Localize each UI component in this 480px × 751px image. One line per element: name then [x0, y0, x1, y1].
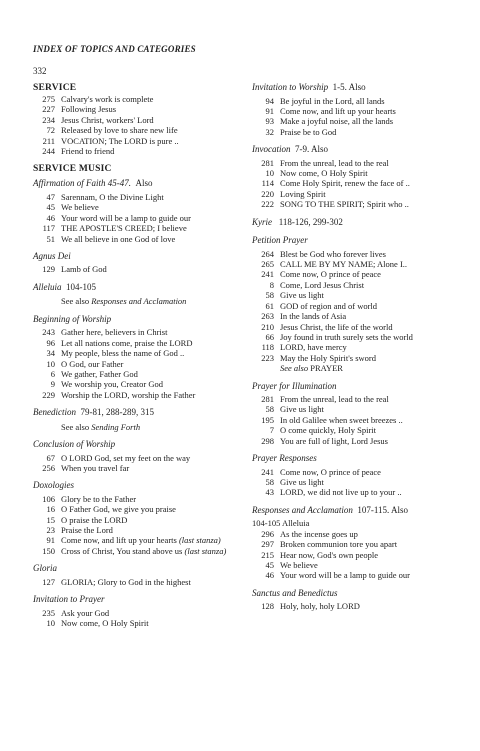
entry-number: 23 [46, 525, 55, 536]
index-entry [252, 322, 452, 332]
entry-title: Jesus Christ, workers' Lord [61, 114, 154, 125]
right-column [252, 82, 452, 619]
index-entry [252, 269, 452, 279]
entry-list [252, 394, 452, 446]
entry-number: 264 [261, 248, 274, 259]
entry-number: 129 [42, 264, 55, 275]
index-entry [33, 327, 248, 337]
index-entry [33, 115, 248, 125]
entry-title: Give us light [280, 290, 324, 301]
entry-number: 91 [46, 535, 55, 546]
responses-first-line: 104-105 Alleluia [252, 518, 310, 529]
entry-title: Broken communion tore you apart [280, 539, 398, 550]
index-entry [252, 199, 452, 209]
entry-number: 256 [42, 462, 55, 473]
entry-title: VOCATION; The LORD is pure .. [61, 135, 179, 146]
index-entry [252, 560, 452, 570]
entry-title: Gather here, believers in Christ [61, 327, 168, 338]
index-entry [33, 202, 248, 212]
entry-number: 93 [265, 116, 274, 127]
entry-number: 244 [42, 146, 55, 157]
entry-title: Your word will be a lamp to guide our [61, 212, 191, 223]
entry-list [252, 96, 452, 138]
entry-number: 263 [261, 311, 274, 322]
entry-title: O come quickly, Holy Spirit [280, 425, 377, 436]
entry-number: 241 [261, 466, 274, 477]
index-entry [33, 348, 248, 358]
entry-number: 281 [261, 157, 274, 168]
index-entry [252, 127, 452, 137]
entry-title: Make a joyful noise, all the lands [280, 116, 394, 127]
subsection-benediction [33, 407, 248, 432]
subsection-title: Alleluia 104-105 [33, 281, 96, 292]
index-entry [252, 467, 452, 477]
index-entry [252, 550, 452, 560]
entry-number: 211 [42, 135, 55, 146]
index-entry [252, 168, 452, 178]
index-entry [33, 453, 248, 463]
index-entry [33, 338, 248, 348]
subsection-kyrie [252, 217, 452, 229]
index-entry [252, 178, 452, 188]
index-entry [33, 618, 248, 628]
entry-number: 265 [261, 259, 274, 270]
entry-title: Calvary's work is complete [61, 94, 154, 104]
index-entry [33, 213, 248, 223]
entry-title: As the incense goes up [280, 528, 358, 539]
entry-list [33, 327, 248, 400]
entry-number: 10 [46, 618, 55, 629]
index-entry [252, 394, 452, 404]
entry-note: (last stanza) [184, 545, 227, 556]
index-entry [33, 525, 248, 535]
entry-title: We believe [280, 559, 318, 570]
entry-title: THE APOSTLE'S CREED; I believe [61, 223, 187, 234]
subsection-title: Conclusion of Worship [33, 439, 116, 450]
entry-title: O Father God, we give you praise [61, 504, 176, 515]
index-entry [33, 515, 248, 525]
entry-number: 243 [42, 327, 55, 338]
entry-number: 296 [261, 528, 274, 539]
entry-title: Ask your God [61, 607, 110, 618]
index-entry [33, 379, 248, 389]
entry-title: In the lands of Asia [280, 311, 347, 322]
see-also: See also PRAYER [280, 363, 343, 374]
index-entry [33, 136, 248, 146]
subsection-title: Responses and Acclamation 107-115. Also [252, 504, 408, 515]
entry-list [33, 453, 248, 474]
entry-number: 43 [265, 487, 274, 498]
entry-list [33, 264, 248, 274]
entry-title: Holy, holy, holy LORD [280, 601, 360, 612]
entry-title: Joy found in truth surely sets the world [280, 331, 413, 342]
subsection-responses [252, 505, 452, 581]
index-entry [33, 94, 248, 104]
index-entry [252, 106, 452, 116]
entry-number: 51 [46, 233, 55, 244]
see-also: See also Sending Forth [61, 421, 141, 432]
entry-title: Blest be God who forever lives [280, 248, 386, 259]
entry-title: We gather, Father God [61, 368, 138, 379]
subsection-beginning [33, 314, 248, 400]
entry-number: 46 [46, 212, 55, 223]
entry-list [252, 529, 452, 581]
subsection-illumination [252, 381, 452, 447]
subsection-conclusion [33, 439, 248, 473]
entry-list [252, 601, 452, 611]
index-entry [33, 125, 248, 135]
entry-number: 275 [42, 94, 55, 104]
entry-title: Jesus Christ, the life of the world [280, 321, 393, 332]
entry-title: Come now, and lift up your hearts (last stanza) [61, 535, 221, 546]
entry-title: Give us light [280, 404, 324, 415]
subsection-title: Sanctus and Benedictus [252, 587, 338, 598]
subsection-title: Doxologies [33, 480, 74, 491]
index-entry [33, 390, 248, 400]
entry-title: Glory be to the Father [61, 493, 137, 504]
entry-number: 223 [261, 352, 274, 363]
entry-title: Let all nations come, praise the LORD [61, 337, 193, 348]
entry-number: 229 [42, 389, 55, 400]
entry-title: Loving Spirit [280, 188, 326, 199]
entry-title: Come, Lord Jesus Christ [280, 279, 365, 290]
entry-number: 195 [261, 414, 274, 425]
index-entry [33, 223, 248, 233]
entry-number: 8 [269, 279, 274, 290]
index-entry [33, 264, 248, 274]
subsection-title: Invocation 7-9. Also [252, 144, 329, 155]
entry-number: 72 [46, 125, 55, 136]
left-column [33, 82, 248, 636]
entry-list [33, 608, 248, 629]
entry-title: You are full of light, Lord Jesus [280, 435, 388, 446]
index-entry [252, 249, 452, 259]
index-entry [33, 146, 248, 156]
index-entry [252, 116, 452, 126]
entry-title: Your word will be a lamp to guide our [280, 570, 410, 581]
entry-number: 34 [46, 348, 55, 359]
subsection-title: Petition Prayer [252, 235, 308, 246]
see-also: See also Responses and Acclamation [61, 296, 187, 307]
entry-number: 297 [261, 539, 274, 550]
entry-number: 234 [42, 114, 55, 125]
index-entry [252, 189, 452, 199]
entry-title: O LORD God, set my feet on the way [61, 452, 191, 463]
index-entry [33, 535, 248, 545]
entry-number: 58 [265, 404, 274, 415]
entry-list [33, 94, 248, 156]
index-entry [252, 259, 452, 269]
index-entry [252, 404, 452, 414]
entry-title: CALL ME BY MY NAME; Alone I.. [280, 259, 408, 270]
index-entry [252, 280, 452, 290]
entry-number: 281 [261, 394, 274, 405]
entry-number: 150 [42, 545, 55, 556]
entry-title: O God, our Father [61, 358, 124, 369]
index-entry [252, 570, 452, 580]
entry-title: Hear now, God's own people [280, 549, 378, 560]
subsection-petition [252, 235, 452, 373]
page-header: INDEX OF TOPICS AND CATEGORIES [33, 44, 196, 54]
entry-number: 58 [265, 290, 274, 301]
entry-number: 241 [261, 269, 274, 280]
index-entry [252, 158, 452, 168]
entry-number: 227 [42, 104, 55, 115]
index-entry [252, 477, 452, 487]
entry-title: Now come, O Holy Spirit [280, 168, 368, 179]
entry-number: 215 [261, 549, 274, 560]
entry-number: 114 [261, 178, 274, 189]
entry-title: My people, bless the name of God .. [61, 348, 185, 359]
entry-title: Praise be to God [280, 126, 337, 137]
subsection-title: Benediction 79-81, 288-289, 315 [33, 407, 154, 418]
entry-number: 94 [265, 95, 274, 106]
index-entry [33, 577, 248, 587]
entry-title: Friend to friend [61, 146, 115, 157]
entry-title: Come now, O prince of peace [280, 466, 381, 477]
entry-number: 67 [46, 452, 55, 463]
entry-title: Now come, O Holy Spirit [61, 618, 149, 629]
entry-number: 16 [46, 504, 55, 515]
index-entry [252, 290, 452, 300]
subsection-title: Agnus Dei [33, 250, 71, 261]
section-title: SERVICE [33, 83, 77, 93]
index-entry [252, 425, 452, 435]
entry-number: 15 [46, 514, 55, 525]
entry-title: GLORIA; Glory to God in the highest [61, 576, 191, 587]
entry-list [33, 192, 248, 244]
entry-title: Lamb of God [61, 264, 107, 275]
entry-title: We all believe in one God of love [61, 233, 176, 244]
entry-list [252, 249, 452, 363]
entry-number: 45 [265, 559, 274, 570]
entry-number: 66 [265, 331, 274, 342]
entry-number: 10 [265, 168, 274, 179]
entry-number: 210 [261, 321, 274, 332]
entry-number: 222 [261, 199, 274, 210]
index-entry [252, 539, 452, 549]
index-entry [33, 608, 248, 618]
entry-number: 91 [265, 105, 274, 116]
entry-number: 117 [42, 223, 55, 234]
index-entry [252, 436, 452, 446]
index-entry [252, 415, 452, 425]
entry-title: We believe [61, 202, 99, 213]
entry-title: From the unreal, lead to the real [280, 157, 389, 168]
entry-number: 298 [261, 435, 274, 446]
index-entry [252, 342, 452, 352]
index-entry [33, 234, 248, 244]
section-service [33, 82, 248, 156]
entry-number: 127 [42, 576, 55, 587]
entry-title: Following Jesus [61, 104, 117, 115]
entry-number: 9 [50, 379, 55, 390]
subsection-agnus-dei [33, 251, 248, 275]
subsection-alleluia [33, 282, 248, 307]
entry-title: From the unreal, lead to the real [280, 394, 389, 405]
subsection-doxologies [33, 480, 248, 556]
entry-title: LORD, have mercy [280, 342, 347, 353]
subsection-affirmation [33, 178, 248, 244]
index-entry [252, 353, 452, 363]
entry-title: LORD, we did not live up to your .. [280, 487, 402, 498]
entry-number: 6 [50, 368, 55, 379]
index-entry [252, 601, 452, 611]
entry-title: O praise the LORD [61, 514, 128, 525]
subsection-title: Gloria [33, 563, 58, 574]
index-entry [252, 301, 452, 311]
index-entry [33, 192, 248, 202]
index-entry [33, 463, 248, 473]
entry-number: 32 [265, 126, 274, 137]
entry-title: Praise the Lord [61, 525, 113, 536]
entry-title: Come now, O prince of peace [280, 269, 381, 280]
entry-title: Worship the LORD, worship the Father [61, 389, 196, 400]
index-entry [252, 487, 452, 497]
index-entry [252, 96, 452, 106]
entry-number: 10 [46, 358, 55, 369]
entry-number: 128 [261, 601, 274, 612]
entry-title: In old Galilee when sweet breezes .. [280, 414, 403, 425]
index-entry [252, 529, 452, 539]
subsection-gloria [33, 563, 248, 587]
entry-title: Released by love to share new life [61, 125, 178, 136]
index-entry [252, 332, 452, 342]
subsection-title: Invitation to Worship 1-5. Also [252, 82, 366, 92]
section-title: SERVICE MUSIC [33, 164, 112, 175]
entry-number: 7 [269, 425, 274, 436]
subsection-title: Kyrie 118-126, 299-302 [252, 216, 343, 227]
page-number: 332 [33, 66, 47, 76]
subsection-title: Prayer Responses [252, 453, 317, 464]
subsection-prayer-responses [252, 453, 452, 498]
index-entry [33, 504, 248, 514]
index-entry [33, 494, 248, 504]
entry-title: Sarennam, O the Divine Light [61, 191, 164, 202]
entry-title: Give us light [280, 476, 324, 487]
index-entry [252, 311, 452, 321]
entry-number: 46 [265, 570, 274, 581]
entry-title: GOD of region and of world [280, 300, 378, 311]
entry-number: 58 [265, 476, 274, 487]
entry-number: 96 [46, 337, 55, 348]
entry-number: 220 [261, 188, 274, 199]
subsection-invitation-prayer [33, 594, 248, 628]
subsection-title: Affirmation of Faith 45-47. Also [33, 178, 153, 189]
entry-number: 118 [261, 342, 274, 353]
entry-number: 47 [46, 191, 55, 202]
index-entry [33, 369, 248, 379]
subsection-title: Beginning of Worship [33, 313, 112, 324]
entry-list [33, 577, 248, 587]
entry-list [252, 158, 452, 210]
index-entry [33, 104, 248, 114]
entry-title: When you travel far [61, 462, 130, 473]
subsection-title: Invitation to Prayer [33, 594, 105, 605]
entry-title: Come Holy Spirit, renew the face of .. [280, 178, 410, 189]
entry-note: (last stanza) [178, 535, 221, 546]
entry-number: 45 [46, 202, 55, 213]
entry-title: Be joyful in the Lord, all lands [280, 95, 385, 106]
entry-title: We worship you, Creator God [61, 379, 164, 390]
subsection-sanctus [252, 588, 452, 612]
entry-title: Cross of Christ, You stand above us (last stanza) [61, 545, 227, 556]
entry-number: 61 [265, 300, 274, 311]
entry-number: 235 [42, 607, 55, 618]
entry-title: May the Holy Spirit's sword [280, 352, 376, 363]
subsection-title: Prayer for Illumination [252, 380, 337, 391]
entry-list [33, 494, 248, 556]
index-entry [33, 359, 248, 369]
index-entry [33, 546, 248, 556]
entry-title: Come now, and lift up your hearts [280, 105, 396, 116]
subsection-invocation [252, 144, 452, 210]
subsection-invitation-worship [252, 82, 452, 137]
entry-title: SONG TO THE SPIRIT; Spirit who .. [280, 199, 409, 210]
entry-number: 106 [42, 493, 55, 504]
entry-list [252, 467, 452, 498]
